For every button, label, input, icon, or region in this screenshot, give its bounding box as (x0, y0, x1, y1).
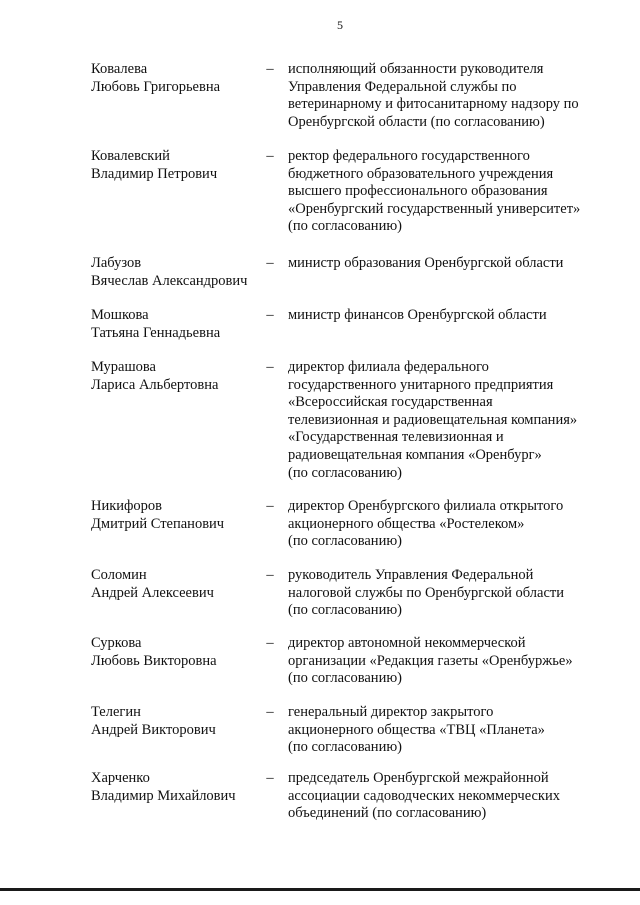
separator-dash: – (266, 307, 274, 323)
position-line: директор автономной некоммерческой (288, 635, 526, 651)
separator-dash: – (266, 770, 274, 786)
separator-dash: – (266, 61, 274, 77)
separator-dash: – (266, 359, 274, 375)
position-line: государственного унитарного предприятия (288, 376, 554, 393)
member-name (91, 148, 261, 183)
given-names: Вячеслав Александрович (91, 272, 248, 289)
position-line: организации «Редакция газеты «Оренбуржье» (288, 652, 573, 669)
position-line: министр финансов Оренбургской области (288, 307, 547, 323)
position-line: ассоциации садоводческих некоммерческих (288, 787, 560, 804)
separator-dash: – (266, 498, 274, 514)
position-line: (по согласованию) (288, 739, 402, 756)
surname: Суркова (91, 635, 142, 651)
position-line: Оренбургской области (по согласованию) (288, 113, 545, 130)
surname: Мошкова (91, 307, 149, 323)
member-name (91, 567, 261, 602)
position-line: директор филиала федерального (288, 359, 489, 375)
member-name (91, 498, 261, 533)
surname: Харченко (91, 770, 150, 786)
position-line: министр образования Оренбургской области (288, 255, 564, 271)
surname: Телегин (91, 704, 141, 720)
member-name (91, 307, 261, 342)
position-line: налоговой службы по Оренбургской области (288, 584, 565, 601)
given-names: Татьяна Геннадьевна (91, 324, 221, 341)
member-position (288, 635, 603, 688)
given-names: Андрей Викторович (91, 721, 216, 738)
member-position (288, 148, 603, 236)
position-line: «Оренбургский государственный университет» (288, 200, 581, 217)
member-name (91, 635, 261, 670)
member-name (91, 704, 261, 739)
position-line: Управления Федеральной службы по (288, 78, 517, 95)
position-line: «Всероссийская государственная (288, 394, 493, 411)
position-line: (по согласованию) (288, 218, 402, 235)
given-names: Андрей Алексеевич (91, 584, 214, 601)
position-line: телевизионная и радиовещательная компания» (288, 411, 578, 428)
position-line: (по согласованию) (288, 602, 402, 619)
surname: Мурашова (91, 359, 156, 375)
position-line: ректор федерального государственного (288, 148, 530, 164)
position-line: генеральный директор закрытого (288, 704, 494, 720)
position-line: акционерного общества «ТВЦ «Планета» (288, 721, 545, 738)
position-line: акционерного общества «Ростелеком» (288, 515, 525, 532)
surname: Лабузов (91, 255, 142, 271)
page-number: 5 (337, 18, 343, 32)
member-position (288, 704, 603, 757)
member-name (91, 359, 261, 394)
given-names: Любовь Григорьевна (91, 78, 221, 95)
position-line: высшего профессионального образования (288, 183, 548, 200)
member-name (91, 770, 261, 805)
member-position (288, 307, 603, 325)
separator-dash: – (266, 704, 274, 720)
member-position (288, 255, 603, 273)
member-position (288, 498, 603, 551)
given-names: Дмитрий Степанович (91, 515, 225, 532)
position-line: (по согласованию) (288, 464, 402, 481)
given-names: Владимир Петрович (91, 165, 218, 182)
given-names: Лариса Альбертовна (91, 376, 219, 393)
separator-dash: – (266, 255, 274, 271)
position-line: (по согласованию) (288, 670, 402, 687)
surname: Соломин (91, 567, 147, 583)
separator-dash: – (266, 567, 274, 583)
position-line: «Государственная телевизионная и (288, 429, 504, 446)
member-name (91, 255, 261, 290)
position-line: руководитель Управления Федеральной (288, 567, 534, 583)
position-line: исполняющий обязанности руководителя (288, 61, 544, 77)
position-line: (по согласованию) (288, 533, 402, 550)
separator-dash: – (266, 635, 274, 651)
page-bottom-rule (0, 888, 640, 891)
surname: Ковалева (91, 61, 148, 77)
position-line: ветеринарному и фитосанитарному надзору по (288, 96, 579, 113)
surname: Ковалевский (91, 148, 170, 164)
position-line: председатель Оренбургской межрайонной (288, 770, 549, 786)
separator-dash: – (266, 148, 274, 164)
position-line: бюджетного образовательного учреждения (288, 165, 554, 182)
member-position (288, 61, 603, 131)
given-names: Владимир Михайлович (91, 787, 236, 804)
member-position (288, 770, 603, 823)
position-line: радиовещательная компания «Оренбург» (288, 446, 542, 463)
member-position (288, 567, 603, 620)
position-line: директор Оренбургского филиала открытого (288, 498, 564, 514)
member-name (91, 61, 261, 96)
member-position (288, 359, 603, 482)
given-names: Любовь Викторовна (91, 652, 217, 669)
surname: Никифоров (91, 498, 163, 514)
position-line: объединений (по согласованию) (288, 805, 487, 822)
